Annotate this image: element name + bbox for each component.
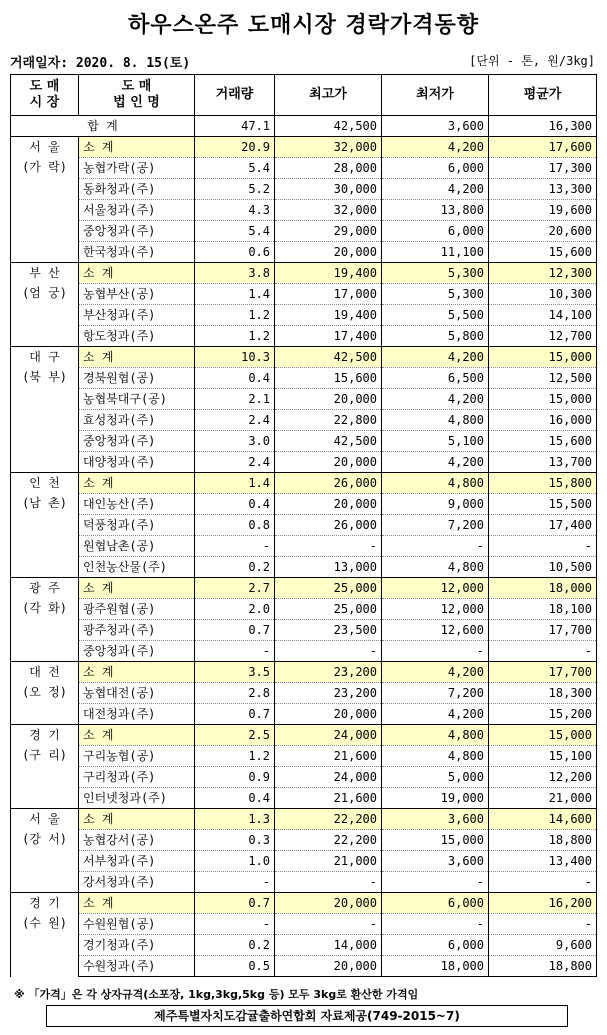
subtotal-row <box>11 578 597 599</box>
region-name: 광 주 <box>29 581 60 595</box>
cell-max: 22,800 <box>275 410 382 431</box>
cell-max: - <box>275 872 382 893</box>
cell-volume: 10.3 <box>195 347 275 368</box>
cell-min: 5,300 <box>382 284 489 305</box>
cell-max: 19,400 <box>275 263 382 284</box>
cell-volume: 4.3 <box>195 200 275 221</box>
cell-max: 26,000 <box>275 473 382 494</box>
region-cell <box>11 473 79 578</box>
cell-volume: 0.3 <box>195 830 275 851</box>
cell-max: 21,000 <box>275 851 382 872</box>
table-row <box>11 935 597 956</box>
corp-name: 원협남촌(공) <box>79 536 195 557</box>
cell-max: 25,000 <box>275 599 382 620</box>
cell-min: 6,000 <box>382 935 489 956</box>
source-box: 제주특별자치도감귤출하연합회 자료제공(749-2015~7) <box>46 1005 568 1027</box>
region-cell <box>11 725 79 809</box>
cell-avg: 13,300 <box>489 179 597 200</box>
corp-name: 대전청과(주) <box>79 704 195 725</box>
table-row <box>11 746 597 767</box>
subtotal-row <box>11 137 597 158</box>
cell-max: 28,000 <box>275 158 382 179</box>
region-cell <box>11 578 79 662</box>
cell-volume: 0.7 <box>195 893 275 914</box>
corp-name: 소 계 <box>79 473 195 494</box>
cell-volume: 0.4 <box>195 368 275 389</box>
region-subname: (가 락) <box>22 160 67 174</box>
cell-max: 21,600 <box>275 746 382 767</box>
cell-max: 25,000 <box>275 578 382 599</box>
cell-avg: 18,800 <box>489 830 597 851</box>
cell-max: 19,400 <box>275 305 382 326</box>
header-corp: 도 매 법 인 명 <box>79 75 195 116</box>
cell-volume: - <box>195 914 275 935</box>
cell-min: 7,200 <box>382 683 489 704</box>
cell-max: 24,000 <box>275 725 382 746</box>
header-row <box>11 75 597 116</box>
cell-min: 4,200 <box>382 347 489 368</box>
cell-avg: 14,600 <box>489 809 597 830</box>
cell-volume: 3.0 <box>195 431 275 452</box>
cell-avg: 17,600 <box>489 137 597 158</box>
corp-name: 항도청과(주) <box>79 326 195 347</box>
region-subname: (각 화) <box>22 601 67 615</box>
cell-volume: 2.7 <box>195 578 275 599</box>
corp-name: 한국청과(주) <box>79 242 195 263</box>
cell-max: 26,000 <box>275 515 382 536</box>
table-row <box>11 599 597 620</box>
table-row <box>11 683 597 704</box>
cell-min: 4,800 <box>382 473 489 494</box>
cell-avg: 9,600 <box>489 935 597 956</box>
corp-name: 인천농산물(주) <box>79 557 195 578</box>
table-row <box>11 830 597 851</box>
corp-name: 농협대전(공) <box>79 683 195 704</box>
corp-name: 소 계 <box>79 263 195 284</box>
cell-volume: - <box>195 536 275 557</box>
cell-avg: 15,000 <box>489 347 597 368</box>
total-max: 42,500 <box>275 116 382 137</box>
cell-max: 32,000 <box>275 137 382 158</box>
cell-min: 11,100 <box>382 242 489 263</box>
corp-name: 농협강서(공) <box>79 830 195 851</box>
cell-avg: 18,300 <box>489 683 597 704</box>
table-row <box>11 242 597 263</box>
region-subname: (강 서) <box>22 832 67 846</box>
cell-min: - <box>382 914 489 935</box>
cell-max: 32,000 <box>275 200 382 221</box>
table-row <box>11 851 597 872</box>
cell-min: 5,100 <box>382 431 489 452</box>
table-row <box>11 557 597 578</box>
cell-avg: 15,200 <box>489 704 597 725</box>
cell-min: 4,800 <box>382 746 489 767</box>
cell-min: 5,800 <box>382 326 489 347</box>
cell-avg: 15,100 <box>489 746 597 767</box>
cell-min: 4,200 <box>382 137 489 158</box>
cell-avg: 16,200 <box>489 893 597 914</box>
region-cell <box>11 809 79 893</box>
subtotal-row <box>11 893 597 914</box>
corp-name: 서울청과(주) <box>79 200 195 221</box>
corp-name: 중앙청과(주) <box>79 221 195 242</box>
corp-name: 농협북대구(공) <box>79 389 195 410</box>
cell-min: 6,000 <box>382 893 489 914</box>
cell-min: 4,800 <box>382 557 489 578</box>
cell-volume: 2.5 <box>195 725 275 746</box>
cell-max: 20,000 <box>275 452 382 473</box>
cell-avg: 14,100 <box>489 305 597 326</box>
region-name: 서 울 <box>29 812 60 826</box>
cell-min: 5,500 <box>382 305 489 326</box>
cell-min: 4,800 <box>382 725 489 746</box>
table-row <box>11 305 597 326</box>
cell-max: 21,600 <box>275 788 382 809</box>
cell-avg: 13,400 <box>489 851 597 872</box>
cell-volume: 1.2 <box>195 305 275 326</box>
cell-min: 5,300 <box>382 263 489 284</box>
cell-volume: 2.0 <box>195 599 275 620</box>
corp-name: 수원원협(공) <box>79 914 195 935</box>
corp-name: 광주청과(주) <box>79 620 195 641</box>
cell-min: 18,000 <box>382 956 489 977</box>
cell-avg: - <box>489 536 597 557</box>
region-cell <box>11 347 79 473</box>
cell-avg: 20,600 <box>489 221 597 242</box>
table-row <box>11 641 597 662</box>
table-row <box>11 284 597 305</box>
cell-volume: 3.8 <box>195 263 275 284</box>
table-row <box>11 410 597 431</box>
cell-avg: 12,500 <box>489 368 597 389</box>
subtotal-row <box>11 263 597 284</box>
cell-volume: 0.8 <box>195 515 275 536</box>
cell-volume: 3.5 <box>195 662 275 683</box>
cell-max: 29,000 <box>275 221 382 242</box>
table-body <box>11 116 597 977</box>
table-row <box>11 704 597 725</box>
cell-avg: 15,500 <box>489 494 597 515</box>
corp-name: 농협부산(공) <box>79 284 195 305</box>
cell-volume: 2.8 <box>195 683 275 704</box>
cell-avg: 16,000 <box>489 410 597 431</box>
cell-max: - <box>275 641 382 662</box>
table-row <box>11 326 597 347</box>
cell-avg: 18,000 <box>489 578 597 599</box>
corp-name: 대인농산(주) <box>79 494 195 515</box>
cell-min: 4,200 <box>382 452 489 473</box>
region-subname: (남 촌) <box>22 496 67 510</box>
region-name: 경 기 <box>29 728 60 742</box>
total-label: 합 계 <box>11 116 195 137</box>
unit-label: [단위 - 톤, 원/3kg] <box>469 54 595 68</box>
cell-volume: 2.1 <box>195 389 275 410</box>
region-subname: (엄 궁) <box>22 286 67 300</box>
cell-avg: 18,100 <box>489 599 597 620</box>
region-name: 서 울 <box>29 140 60 154</box>
cell-max: 20,000 <box>275 956 382 977</box>
cell-min: 19,000 <box>382 788 489 809</box>
cell-avg: 18,800 <box>489 956 597 977</box>
cell-max: 23,500 <box>275 620 382 641</box>
cell-volume: 1.2 <box>195 746 275 767</box>
trade-date: 거래일자: 2020. 8. 15(토) <box>10 56 191 71</box>
cell-max: 20,000 <box>275 242 382 263</box>
subtotal-row <box>11 473 597 494</box>
corp-name: 농협가락(공) <box>79 158 195 179</box>
cell-volume: 0.2 <box>195 557 275 578</box>
cell-max: 20,000 <box>275 389 382 410</box>
cell-min: 6,000 <box>382 221 489 242</box>
table-row <box>11 200 597 221</box>
table-row <box>11 914 597 935</box>
cell-volume: 1.4 <box>195 473 275 494</box>
footnote: ※ 「가격」은 각 상자규격(소포장, 1kg,3kg,5kg 등) 모두 3kg로 환산한 가격임 <box>14 988 419 1001</box>
corp-name: 소 계 <box>79 809 195 830</box>
region-name: 대 전 <box>29 665 60 679</box>
table-row <box>11 179 597 200</box>
cell-volume: 0.9 <box>195 767 275 788</box>
table-row <box>11 431 597 452</box>
cell-max: 42,500 <box>275 347 382 368</box>
cell-min: 4,200 <box>382 389 489 410</box>
corp-name: 소 계 <box>79 347 195 368</box>
corp-name: 경북원협(공) <box>79 368 195 389</box>
corp-name: 구리농협(공) <box>79 746 195 767</box>
corp-name: 광주원협(공) <box>79 599 195 620</box>
cell-volume: 0.7 <box>195 704 275 725</box>
cell-min: 12,000 <box>382 578 489 599</box>
table-row <box>11 389 597 410</box>
corp-name: 소 계 <box>79 137 195 158</box>
cell-max: 14,000 <box>275 935 382 956</box>
region-subname: (구 리) <box>22 748 67 762</box>
subtotal-row <box>11 809 597 830</box>
cell-min: 4,800 <box>382 410 489 431</box>
cell-volume: 0.6 <box>195 242 275 263</box>
cell-avg: 17,300 <box>489 158 597 179</box>
cell-avg: 10,300 <box>489 284 597 305</box>
cell-min: - <box>382 536 489 557</box>
subtotal-row <box>11 347 597 368</box>
cell-volume: 0.4 <box>195 494 275 515</box>
header-max: 최고가 <box>275 75 382 116</box>
region-name: 대 구 <box>29 350 60 364</box>
region-cell <box>11 662 79 725</box>
cell-max: 24,000 <box>275 767 382 788</box>
cell-max: 30,000 <box>275 179 382 200</box>
price-table <box>10 74 597 977</box>
corp-name: 동화청과(주) <box>79 179 195 200</box>
header-volume: 거래량 <box>195 75 275 116</box>
corp-name: 서부청과(주) <box>79 851 195 872</box>
cell-avg: 17,400 <box>489 515 597 536</box>
cell-min: 4,200 <box>382 704 489 725</box>
header-market: 도 매 시 장 <box>11 75 79 116</box>
cell-avg: 12,300 <box>489 263 597 284</box>
cell-max: 17,000 <box>275 284 382 305</box>
region-cell <box>11 263 79 347</box>
region-subname: (북 부) <box>22 370 67 384</box>
corp-name: 소 계 <box>79 725 195 746</box>
cell-avg: 13,700 <box>489 452 597 473</box>
cell-max: 22,200 <box>275 830 382 851</box>
corp-name: 구리청과(주) <box>79 767 195 788</box>
total-row <box>11 116 597 137</box>
cell-avg: - <box>489 914 597 935</box>
cell-max: 23,200 <box>275 662 382 683</box>
cell-avg: 15,000 <box>489 725 597 746</box>
cell-avg: 15,600 <box>489 242 597 263</box>
cell-min: 6,000 <box>382 158 489 179</box>
total-avg: 16,300 <box>489 116 597 137</box>
cell-min: 4,200 <box>382 179 489 200</box>
cell-volume: 2.4 <box>195 452 275 473</box>
corp-name: 인터넷청과(주) <box>79 788 195 809</box>
cell-max: 42,500 <box>275 431 382 452</box>
cell-min: - <box>382 641 489 662</box>
region-name: 인 천 <box>29 476 60 490</box>
cell-avg: 15,600 <box>489 431 597 452</box>
cell-volume: 5.2 <box>195 179 275 200</box>
cell-max: 20,000 <box>275 893 382 914</box>
region-subname: (수 원) <box>22 916 67 930</box>
cell-avg: 15,000 <box>489 389 597 410</box>
corp-name: 중앙청과(주) <box>79 431 195 452</box>
cell-avg: 10,500 <box>489 557 597 578</box>
cell-volume: 0.4 <box>195 788 275 809</box>
cell-min: 5,000 <box>382 767 489 788</box>
table-row <box>11 872 597 893</box>
corp-name: 소 계 <box>79 662 195 683</box>
cell-avg: 21,000 <box>489 788 597 809</box>
cell-min: 3,600 <box>382 851 489 872</box>
table-row <box>11 788 597 809</box>
cell-volume: 5.4 <box>195 158 275 179</box>
cell-max: 17,400 <box>275 326 382 347</box>
header-avg: 평균가 <box>489 75 597 116</box>
table-row <box>11 158 597 179</box>
cell-max: - <box>275 914 382 935</box>
region-subname: (오 정) <box>22 685 67 699</box>
table-row <box>11 536 597 557</box>
region-name: 경 기 <box>29 896 60 910</box>
total-volume: 47.1 <box>195 116 275 137</box>
cell-min: 12,000 <box>382 599 489 620</box>
region-cell <box>11 893 79 977</box>
cell-min: 13,800 <box>382 200 489 221</box>
corp-name: 경기청과(주) <box>79 935 195 956</box>
cell-volume: 1.0 <box>195 851 275 872</box>
corp-name: 덕풍청과(주) <box>79 515 195 536</box>
cell-volume: 1.4 <box>195 284 275 305</box>
cell-min: 15,000 <box>382 830 489 851</box>
cell-min: - <box>382 872 489 893</box>
cell-min: 6,500 <box>382 368 489 389</box>
cell-max: 13,000 <box>275 557 382 578</box>
corp-name: 부산청과(주) <box>79 305 195 326</box>
cell-avg: - <box>489 641 597 662</box>
table-row <box>11 452 597 473</box>
cell-max: 20,000 <box>275 494 382 515</box>
cell-avg: 15,800 <box>489 473 597 494</box>
cell-avg: - <box>489 872 597 893</box>
header-min: 최저가 <box>382 75 489 116</box>
cell-volume: 0.2 <box>195 935 275 956</box>
corp-name: 효성청과(주) <box>79 410 195 431</box>
table-row <box>11 515 597 536</box>
cell-volume: 5.4 <box>195 221 275 242</box>
corp-name: 대양청과(주) <box>79 452 195 473</box>
cell-max: 22,200 <box>275 809 382 830</box>
cell-volume: 1.3 <box>195 809 275 830</box>
cell-max: 15,600 <box>275 368 382 389</box>
cell-min: 3,600 <box>382 809 489 830</box>
subtotal-row <box>11 662 597 683</box>
subtotal-row <box>11 725 597 746</box>
cell-avg: 12,200 <box>489 767 597 788</box>
cell-avg: 12,700 <box>489 326 597 347</box>
table-row <box>11 620 597 641</box>
cell-avg: 17,700 <box>489 620 597 641</box>
table-row <box>11 956 597 977</box>
cell-volume: 0.5 <box>195 956 275 977</box>
cell-avg: 17,700 <box>489 662 597 683</box>
cell-volume: 0.7 <box>195 620 275 641</box>
cell-volume: 1.2 <box>195 326 275 347</box>
corp-name: 소 계 <box>79 578 195 599</box>
page-title: 하우스온주 도매시장 경락가격동향 <box>127 13 480 38</box>
cell-volume: 2.4 <box>195 410 275 431</box>
cell-max: 23,200 <box>275 683 382 704</box>
cell-avg: 19,600 <box>489 200 597 221</box>
corp-name: 강서청과(주) <box>79 872 195 893</box>
cell-min: 12,600 <box>382 620 489 641</box>
corp-name: 중앙청과(주) <box>79 641 195 662</box>
table-row <box>11 368 597 389</box>
cell-min: 9,000 <box>382 494 489 515</box>
total-min: 3,600 <box>382 116 489 137</box>
cell-min: 4,200 <box>382 662 489 683</box>
cell-volume: - <box>195 641 275 662</box>
table-row <box>11 767 597 788</box>
table-row <box>11 494 597 515</box>
cell-max: 20,000 <box>275 704 382 725</box>
cell-max: - <box>275 536 382 557</box>
cell-volume: - <box>195 872 275 893</box>
corp-name: 소 계 <box>79 893 195 914</box>
table-row <box>11 221 597 242</box>
cell-volume: 20.9 <box>195 137 275 158</box>
region-cell <box>11 137 79 263</box>
cell-min: 7,200 <box>382 515 489 536</box>
corp-name: 수원청과(주) <box>79 956 195 977</box>
region-name: 부 산 <box>29 266 60 280</box>
